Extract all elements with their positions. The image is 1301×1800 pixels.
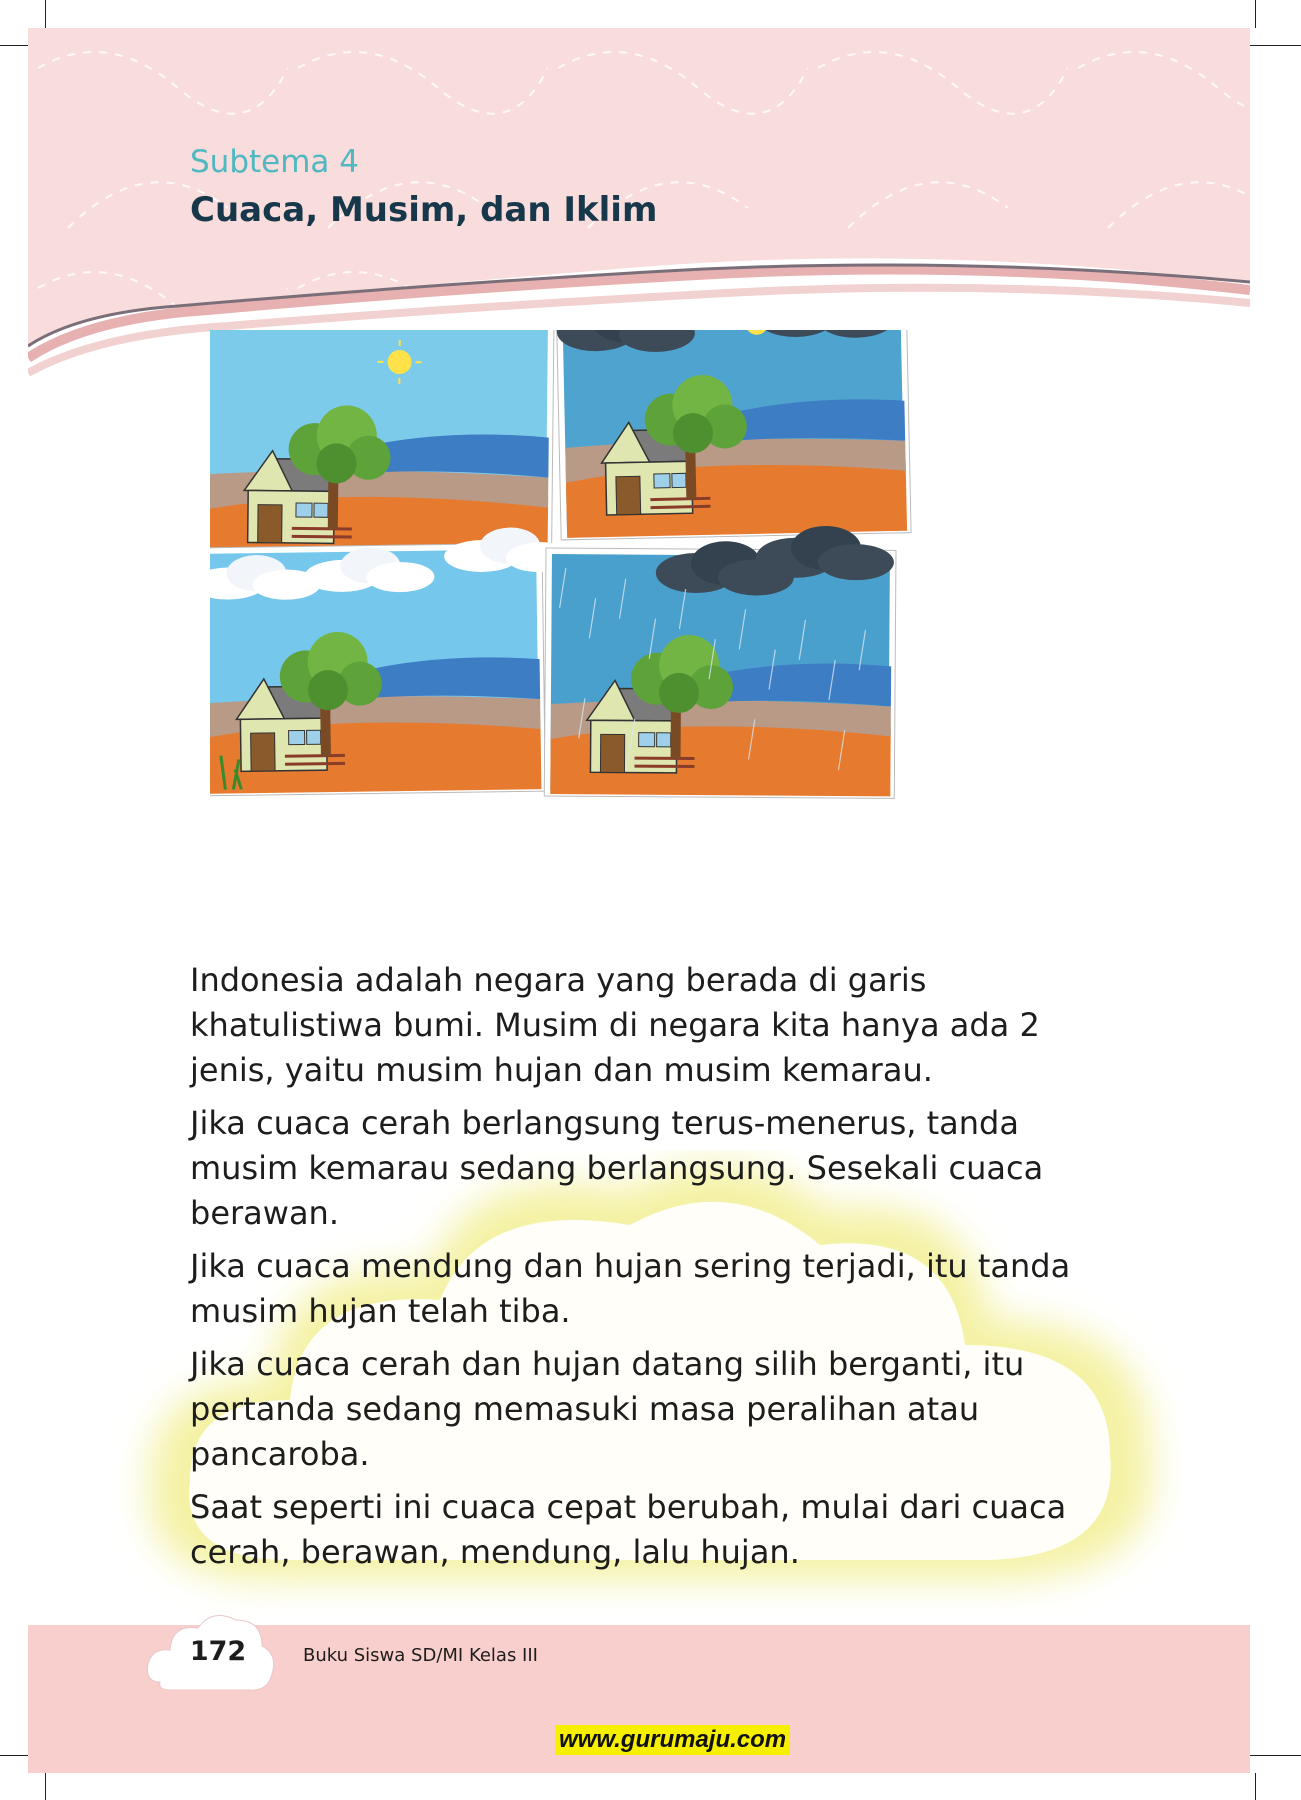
crop-mark [45, 1773, 46, 1800]
paragraph: Indonesia adalah negara yang berada di garis khatulistiwa bumi. Musim di negara kita hanya ada 2 jenis, yaitu musim hujan dan musim kemarau. [190, 961, 1040, 1089]
crop-mark [0, 1755, 28, 1756]
subtheme-title: Cuaca, Musim, dan Iklim [190, 190, 658, 230]
crop-mark [0, 45, 28, 46]
paragraph: Jika cuaca cerah berlangsung terus-menerus, tanda musim kemarau sedang berlangsung. Sesekali cuaca berawan. [190, 1104, 1044, 1232]
picture-cloudy [210, 527, 577, 796]
watermark: www.gurumaju.com [555, 1725, 790, 1755]
paragraph: Saat seperti ini cuaca cepat berubah, mulai dari cuaca cerah, berawan, mendung, lalu hujan. [190, 1488, 1067, 1571]
book-title: Buku Siswa SD/MI Kelas III [303, 1645, 538, 1666]
weather-illustrations [210, 330, 1050, 930]
subtema-label: Subtema 4 [190, 144, 360, 180]
paragraph: Jika cuaca mendung dan hujan sering terjadi, itu tanda musim hujan telah tiba. [190, 1247, 1071, 1330]
crop-mark [45, 0, 46, 28]
crop-mark [1255, 1773, 1256, 1800]
picture-overcast [556, 330, 911, 540]
picture-rainy [544, 524, 896, 798]
body-text [190, 958, 1100, 1583]
crop-mark [1255, 0, 1256, 28]
crop-mark [1250, 45, 1301, 46]
crop-mark [1250, 1755, 1301, 1756]
paragraph: Jika cuaca cerah dan hujan datang silih berganti, itu pertanda sedang memasuki masa peralihan atau pancaroba. [190, 1345, 1025, 1473]
page-number: 172 [189, 1636, 247, 1667]
